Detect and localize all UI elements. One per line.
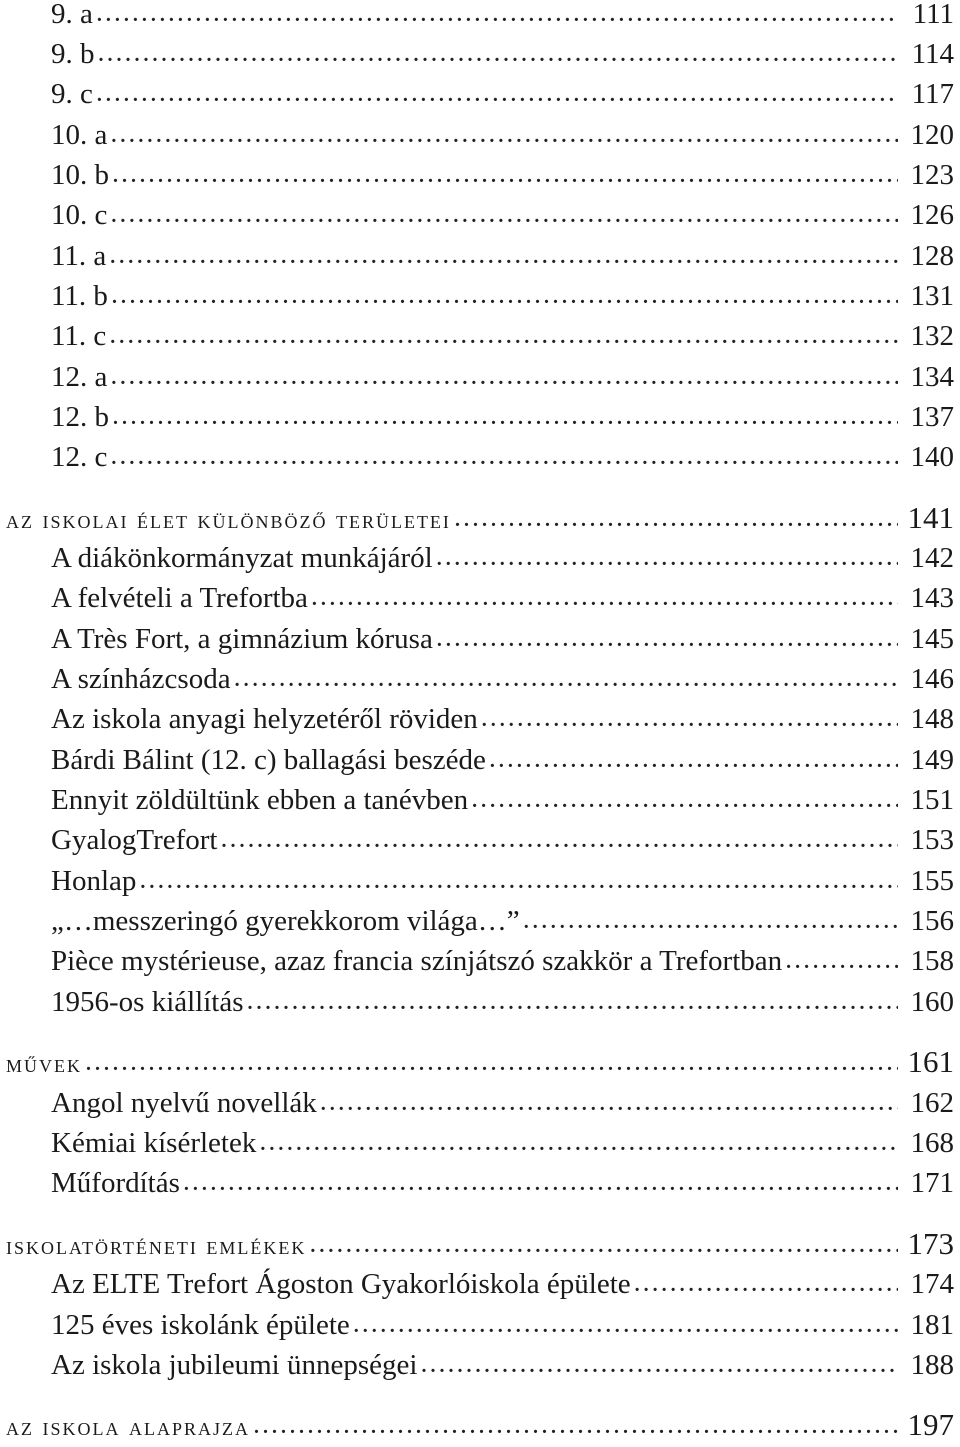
toc-entry-title: „…messzeringó gyerekkorom világa…” [51,905,520,937]
toc-entry-title: 125 éves iskolánk épülete [51,1309,350,1341]
toc-entry-page: 162 [910,1087,954,1119]
toc-entry [51,74,954,114]
toc-entry-title: Bárdi Bálint (12. c) ballagási beszéde [51,744,486,776]
toc-section-page: 173 [907,1226,954,1261]
toc-entry-page: 123 [910,159,954,191]
dot-leader [455,500,898,540]
toc-entry [51,861,954,901]
toc-entry-page: 146 [910,663,954,695]
dot-leader [99,35,899,75]
toc-entry-page: 168 [910,1127,954,1159]
toc-entry [51,155,954,195]
dot-leader [111,196,898,236]
toc-entry-title: Kémiai kísérletek [51,1127,257,1159]
toc-entry-title: 1956-os kiállítás [51,986,244,1018]
dot-leader [254,1407,898,1447]
toc-entry-title: 12. b [51,401,109,433]
toc-section-title: az iskolai élet különböző területei [6,505,451,534]
toc-section-title: az iskola alaprajza [6,1412,250,1441]
toc-entry [51,699,954,739]
toc-entry [51,538,954,578]
toc-section-page: 141 [907,500,954,535]
toc-entry-title: 11. a [51,240,107,272]
dot-leader [437,620,898,660]
toc-entry-title: Műfordítás [51,1167,180,1199]
toc-entry [51,1123,954,1163]
dot-leader [472,781,898,821]
toc-entry-page: 126 [910,199,954,231]
dot-leader [97,0,898,35]
toc-entry [51,982,954,1022]
toc-entry-page: 153 [910,824,954,856]
toc-entry-title: A színházcsoda [51,663,231,695]
dot-leader [97,75,898,115]
dot-leader [310,1226,897,1266]
toc-entry-title: Az iskola jubileumi ünnepségei [51,1349,418,1381]
toc-entry-title: 9. a [51,0,93,30]
dot-leader [490,741,898,781]
dot-leader [111,116,898,156]
dot-leader [184,1164,898,1204]
toc-entry-page: 151 [910,784,954,816]
toc-entry [51,195,954,235]
toc-entry [51,740,954,780]
toc-section-title: művek [6,1049,82,1078]
dot-leader [354,1306,898,1346]
dot-leader [111,358,898,398]
toc-entry-page: 142 [910,542,954,574]
toc-entry-page: 128 [910,240,954,272]
toc-entry-title: Angol nyelvű novellák [51,1087,317,1119]
toc-entry-title: Pièce mystérieuse, azaz francia színjátszó szakkör a Trefortban [51,945,783,977]
dot-leader [113,398,898,438]
dot-leader [437,539,898,579]
toc-entry [51,1083,954,1123]
toc-entry-title: 9. b [51,38,95,70]
toc-entry-page: 145 [910,623,954,655]
toc-section-heading [6,1224,954,1264]
toc-entry-title: 10. b [51,159,109,191]
dot-leader [260,1124,898,1164]
toc-entry-page: 132 [910,320,954,352]
dot-leader [312,579,898,619]
toc-entry [51,236,954,276]
toc-entry-title: Honlap [51,865,137,897]
toc-entry-page: 131 [910,280,954,312]
toc-entry-page: 158 [910,945,954,977]
toc-entry-page: 140 [910,441,954,473]
toc-section-page: 161 [907,1044,954,1079]
toc-entry-page: 111 [912,0,954,30]
toc-entry-title: 10. a [51,119,108,151]
toc-entry-title: Ennyit zöldültünk ebben a tanévben [51,784,469,816]
dot-leader [635,1265,898,1305]
dot-leader [112,277,898,317]
dot-leader [86,1044,898,1084]
toc-entry [51,619,954,659]
dot-leader [321,1084,898,1124]
toc-entry [51,820,954,860]
toc-section-heading [6,1405,954,1445]
toc-entry [51,1305,954,1345]
toc-entry [51,578,954,618]
dot-leader [248,983,898,1023]
toc-entry-page: 174 [910,1268,954,1300]
dot-leader [140,862,898,902]
dot-leader [235,660,898,700]
toc-entry [51,659,954,699]
toc-entry-page: 117 [911,78,954,110]
toc-entry [51,397,954,437]
toc-entry-page: 149 [910,744,954,776]
toc-entry [51,34,954,74]
toc-entry-title: 11. b [51,280,108,312]
toc-entry-title: Az ELTE Trefort Ágoston Gyakorlóiskola épülete [51,1268,631,1300]
toc-entry-title: 12. a [51,361,108,393]
toc-entry-page: 120 [910,119,954,151]
toc-entry [51,357,954,397]
toc-entry [51,316,954,356]
dot-leader [524,902,898,942]
toc-entry-title: A diákönkormányzat munkájáról [51,542,433,574]
toc-entry-page: 155 [910,865,954,897]
toc-entry-page: 134 [910,361,954,393]
dot-leader [786,942,898,982]
toc-entry-page: 143 [910,582,954,614]
toc-entry-page: 148 [910,703,954,735]
toc-entry-title: A felvételi a Trefortba [51,582,308,614]
toc-entry [51,0,954,34]
toc-entry [51,115,954,155]
toc-entry-title: A Très Fort, a gimnázium kórusa [51,623,433,655]
toc-entry [51,276,954,316]
toc-section-title: iskolatörténeti emlékek [6,1231,307,1260]
toc-entry [51,901,954,941]
toc-entry-title: 12. c [51,441,108,473]
toc-section-page: 197 [907,1407,954,1442]
dot-leader [111,438,898,478]
dot-leader [110,317,898,357]
toc-entry [51,941,954,981]
toc-entry-page: 156 [910,905,954,937]
toc-entry-title: Az iskola anyagi helyzetéről röviden [51,703,478,735]
toc-entry [51,1264,954,1304]
toc-section-heading [6,498,954,538]
toc-entry-title: 9. c [51,78,93,110]
toc-entry-page: 160 [910,986,954,1018]
dot-leader [482,700,898,740]
toc-entry-page: 188 [910,1349,954,1381]
toc-entry [51,1163,954,1203]
toc-entry-page: 171 [910,1167,954,1199]
toc-entry [51,1345,954,1385]
dot-leader [113,156,898,196]
toc-entry [51,437,954,477]
toc-entry-title: 11. c [51,320,107,352]
toc-entry-page: 114 [911,38,954,70]
toc-entry-title: 10. c [51,199,108,231]
toc-entry-page: 181 [910,1309,954,1341]
dot-leader [421,1346,898,1386]
toc-section-heading [6,1042,954,1082]
toc-entry [51,780,954,820]
dot-leader [221,821,898,861]
toc-entry-page: 137 [910,401,954,433]
dot-leader [110,237,898,277]
toc-entry-title: GyalogTrefort [51,824,218,856]
